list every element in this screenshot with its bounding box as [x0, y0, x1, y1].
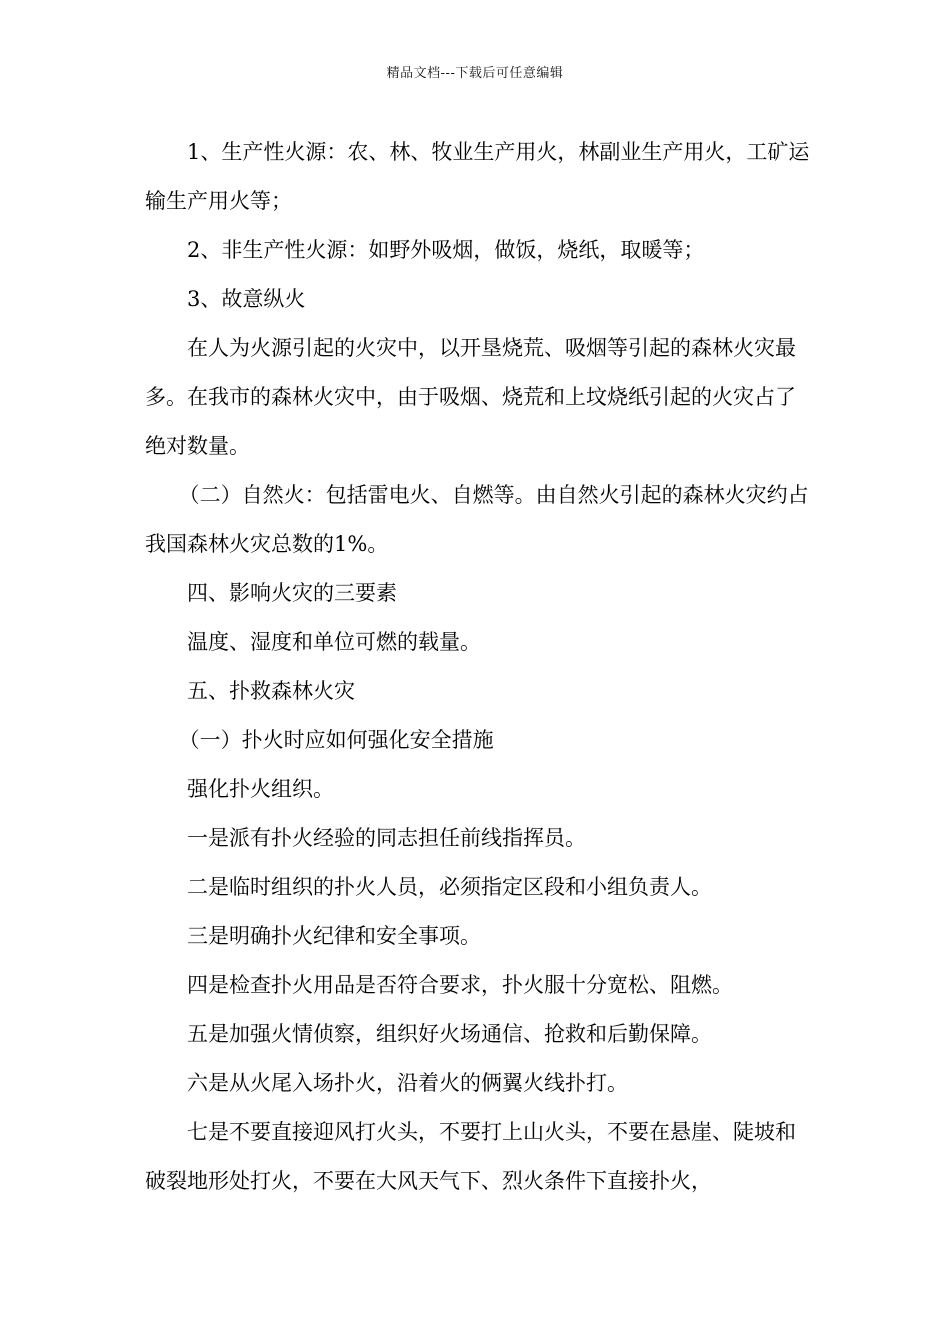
paragraph-organization: 强化扑火组织。	[187, 777, 334, 801]
list-item-six: 六是从火尾入场扑火，沿着火的俩翼火线扑打。	[187, 1071, 628, 1095]
document-body	[145, 128, 815, 1206]
section-heading-five: 五、扑救森林火灾	[187, 679, 355, 703]
list-item-four: 四是检查扑火用品是否符合要求，扑火服十分宽松、阻燃。	[187, 973, 733, 997]
list-item-five: 五是加强火情侦察，组织好火场通信、抢救和后勤保障。	[187, 1022, 712, 1046]
list-item-seven: 七是不要直接迎风打火头，不要打上山火头，不要在悬崖、陡坡和破裂地形处打火，不要在大风天气下、烈火条件下直接扑火，	[145, 1120, 796, 1193]
list-item-two: 二是临时组织的扑火人员，必须指定区段和小组负责人。	[187, 875, 712, 899]
subsection-heading-safety: （一）扑火时应如何强化安全措施	[178, 728, 494, 752]
paragraph-human-fire: 在人为火源引起的火灾中，以开垦烧荒、吸烟等引起的森林火灾最多。在我市的森林火灾中，由于吸烟、烧荒和上坟烧纸引起的火灾占了绝对数量。	[145, 336, 796, 458]
paragraph-item-3: 3、故意纵火	[187, 287, 306, 311]
section-heading-four: 四、影响火灾的三要素	[187, 581, 397, 605]
paragraph-three-factors: 温度、湿度和单位可燃的载量。	[187, 630, 481, 654]
page-header: 精品文档---下载后可任意编辑	[386, 66, 564, 81]
paragraph-item-1: 1、生产性火源：农、林、牧业生产用火，林副业生产用火，工矿运输生产用火等；	[145, 140, 810, 213]
list-item-three: 三是明确扑火纪律和安全事项。	[187, 924, 481, 948]
paragraph-natural-fire: （二）自然火：包括雷电火、自燃等。由自然火引起的森林火灾约占我国森林火灾总数的1%。	[145, 483, 809, 556]
list-item-one: 一是派有扑火经验的同志担任前线指挥员。	[187, 826, 586, 850]
paragraph-item-2: 2、非生产性火源：如野外吸烟，做饭，烧纸，取暖等；	[187, 238, 705, 262]
